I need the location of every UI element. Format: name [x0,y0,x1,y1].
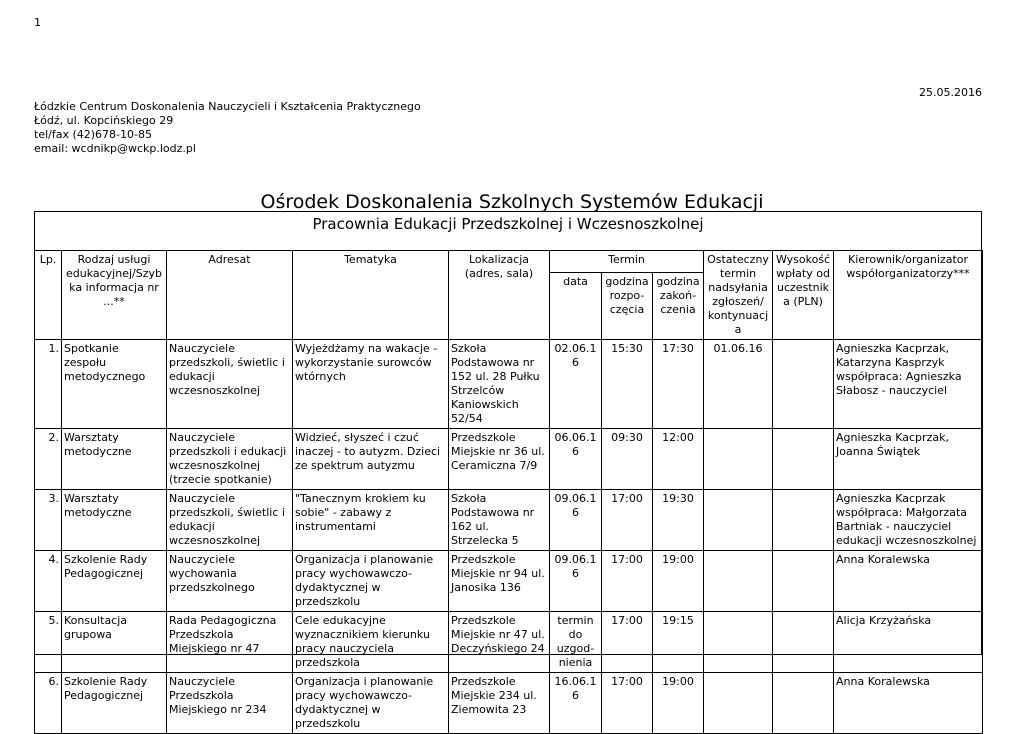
cell-start: 17:00 [602,673,653,734]
sender-street: Łódź, ul. Kopcińskiego 29 [34,114,174,127]
cell-adresat: Nauczyciele przedszkoli i edukacji wczesnoszkolnej (trzecie spotkanie) [167,429,293,490]
sender-address [34,100,421,156]
page-subtitle: Pracownia Edukacji Przedszkolnej i Wczesnoszkolnej [312,215,704,233]
header-tematyka: Tematyka [293,251,449,340]
cell-ostateczny [704,612,773,673]
table-row [35,673,983,734]
cell-ostateczny [704,551,773,612]
schedule-table [34,250,983,734]
cell-kierownik: Agnieszka Kacprzak, Joanna Świątek [834,429,983,490]
cell-wysokosc [773,340,834,429]
cell-data: 16.06.16 [550,673,602,734]
cell-rodzaj: Warsztaty metodyczne [62,490,167,551]
cell-lp: 4. [35,551,62,612]
cell-lp: 1. [35,340,62,429]
header-rodzaj: Rodzaj usługi edukacyjnej/Szybka informacja nr ...** [62,251,167,340]
header-lp: Lp. [35,251,62,340]
header-godzina-start: godzina rozpo-częcia [602,272,653,339]
cell-lokalizacja: Przedszkole Miejskie nr 36 ul. Ceramiczna 7/9 [449,429,550,490]
document-date: 25.05.2016 [919,86,982,99]
cell-wysokosc [773,612,834,673]
header-ostateczny: Ostateczny termin nadsyłania zgłoszeń/ kontynuacja [704,251,773,340]
sender-email: email: wcdnikp@wckp.lodz.pl [34,142,196,155]
cell-kierownik: Agnieszka Kacprzak współpraca: Małgorzata Bartniak - nauczyciel edukacji wczesnoszkolnej [834,490,983,551]
cell-wysokosc [773,429,834,490]
cell-tematyka: Wyjeżdżamy na wakacje - wykorzystanie surowców wtórnych [293,340,449,429]
cell-tematyka: Cele edukacyjne wyznacznikiem kierunku pracy nauczyciela przedszkola [293,612,449,673]
cell-adresat: Nauczyciele przedszkoli, świetlic i edukacji wczesnoszkolnej [167,490,293,551]
cell-data: 06.06.16 [550,429,602,490]
cell-lokalizacja: Przedszkole Miejskie nr 47 ul. Deczyńskiego 24 [449,612,550,673]
cell-start: 15:30 [602,340,653,429]
cell-ostateczny: 01.06.16 [704,340,773,429]
cell-end: 19:00 [653,551,704,612]
cell-end: 19:00 [653,673,704,734]
cell-tematyka: Organizacja i planowanie pracy wychowawczo-dydaktycznej w przedszkolu [293,551,449,612]
cell-wysokosc [773,551,834,612]
header-wysokosc: Wysokość wpłaty od uczestnika (PLN) [773,251,834,340]
table-row [35,490,983,551]
cell-lp: 5. [35,612,62,673]
sender-phone: tel/fax (42)678-10-85 [34,128,152,141]
page-title: Ośrodek Doskonalenia Szkolnych Systemów Edukacji [260,191,764,213]
cell-adresat: Nauczyciele Przedszkola Miejskiego nr 234 [167,673,293,734]
cell-start: 17:00 [602,490,653,551]
table-row [35,340,983,429]
cell-end: 12:00 [653,429,704,490]
cell-ostateczny [704,429,773,490]
cell-kierownik: Alicja Krzyżańska [834,612,983,673]
table-header-row [35,251,983,273]
cell-lokalizacja: Przedszkole Miejskie nr 94 ul. Janosika 136 [449,551,550,612]
cell-tematyka: "Tanecznym krokiem ku sobie" - zabawy z instrumentami [293,490,449,551]
header-data: data [550,272,602,339]
header-termin: Termin [550,251,704,273]
cell-rodzaj: Spotkanie zespołu metodycznego [62,340,167,429]
cell-rodzaj: Konsultacja grupowa [62,612,167,673]
cell-kierownik: Anna Koralewska [834,551,983,612]
cell-tematyka: Organizacja i planowanie pracy wychowawczo-dydaktycznej w przedszkolu [293,673,449,734]
sender-name: Łódzkie Centrum Doskonalenia Nauczycieli i Kształcenia Praktycznego [34,100,421,113]
cell-end: 17:30 [653,340,704,429]
cell-lokalizacja: Przedszkole Miejskie 234 ul. Ziemowita 23 [449,673,550,734]
cell-rodzaj: Warsztaty metodyczne [62,429,167,490]
cell-ostateczny [704,490,773,551]
table-row [35,551,983,612]
cell-data: 09.06.16 [550,490,602,551]
cell-lp: 2. [35,429,62,490]
cell-lokalizacja: Szkoła Podstawowa nr 152 ul. 28 Pułku Strzelców Kaniowskich 52/54 [449,340,550,429]
table-row [35,429,983,490]
cell-start: 17:00 [602,551,653,612]
cell-data: 09.06.16 [550,551,602,612]
cell-adresat: Nauczyciele przedszkoli, świetlic i edukacji wczesnoszkolnej [167,340,293,429]
header-godzina-end: godzina zakoń-czenia [653,272,704,339]
page-number: 1 [34,16,41,29]
cell-kierownik: Anna Koralewska [834,673,983,734]
table-row [35,612,983,673]
cell-lp: 6. [35,673,62,734]
header-lokalizacja: Lokalizacja (adres, sala) [449,251,550,340]
cell-adresat: Rada Pedagogiczna Przedszkola Miejskiego nr 47 [167,612,293,673]
cell-lokalizacja: Szkoła Podstawowa nr 162 ul. Strzelecka 5 [449,490,550,551]
cell-adresat: Nauczyciele wychowania przedszkolnego [167,551,293,612]
cell-start: 17:00 [602,612,653,673]
cell-wysokosc [773,673,834,734]
cell-data: 02.06.16 [550,340,602,429]
cell-start: 09:30 [602,429,653,490]
cell-tematyka: Widzieć, słyszeć i czuć inaczej - to autyzm. Dzieci ze spektrum autyzmu [293,429,449,490]
header-kierownik: Kierownik/organizator współorganizatorzy*** [834,251,983,340]
cell-end: 19:15 [653,612,704,673]
cell-wysokosc [773,490,834,551]
cell-data: termin do uzgod-nienia [550,612,602,673]
cell-end: 19:30 [653,490,704,551]
cell-ostateczny [704,673,773,734]
cell-rodzaj: Szkolenie Rady Pedagogicznej [62,673,167,734]
header-adresat: Adresat [167,251,293,340]
cell-rodzaj: Szkolenie Rady Pedagogicznej [62,551,167,612]
cell-lp: 3. [35,490,62,551]
cell-kierownik: Agnieszka Kacprzak, Katarzyna Kasprzyk współpraca: Agnieszka Słabosz - nauczyciel [834,340,983,429]
